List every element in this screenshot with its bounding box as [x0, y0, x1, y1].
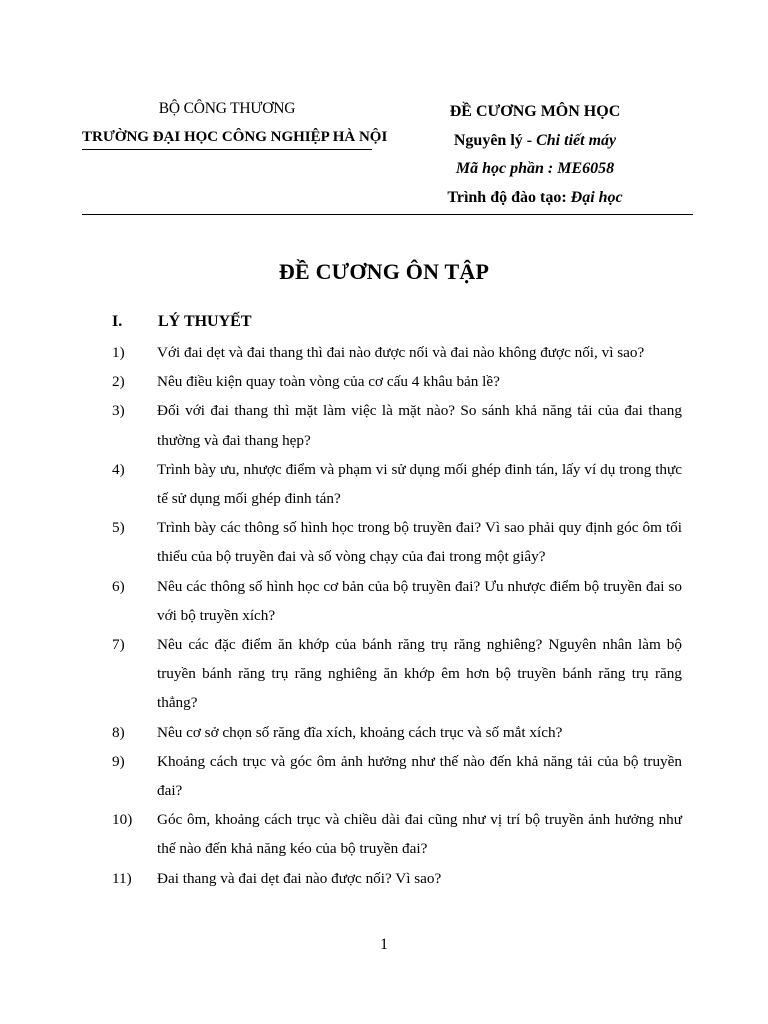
- ministry-name: BỘ CÔNG THƯƠNG: [158, 100, 296, 117]
- course-code: Mã học phần : ME6058: [455, 160, 615, 177]
- section-heading: [112, 313, 252, 331]
- question-text: Nêu các thông số hình học cơ bản của bộ truyền đai? Ưu nhược điểm bộ truyền đai so với bộ truyền xích?: [157, 577, 682, 624]
- question-item: [112, 367, 682, 396]
- question-item: [112, 864, 682, 893]
- question-item: [112, 455, 682, 513]
- question-text: Khoảng cách trục và góc ôm ảnh hưởng như thế nào đến khả năng tải của bộ truyền đai?: [157, 752, 682, 800]
- question-text: Đai thang và đai dẹt đai nào được nối? Vì sao?: [157, 869, 442, 887]
- subject-line: [400, 127, 670, 156]
- question-text: Nêu cơ sở chọn số răng đĩa xích, khoảng cách trục và số mắt xích?: [157, 723, 563, 741]
- question-number: 2): [112, 373, 125, 391]
- question-text: Trình bày các thông số hình học trong bộ truyền đai? Vì sao phải quy định góc ôm tối thiểu của bộ truyền đai và số vòng chạy của đai trong một giây?: [157, 519, 682, 566]
- question-number: 9): [112, 752, 125, 770]
- training-level-label: Trình độ đào tạo:: [447, 188, 567, 206]
- question-number: 8): [112, 723, 125, 741]
- section-title: LÝ THUYẾT: [158, 313, 252, 330]
- question-number: 11): [112, 869, 132, 887]
- page-number: 1: [380, 936, 388, 953]
- subject-prefix: Nguyên lý -: [453, 131, 533, 149]
- section-number: I.: [112, 313, 123, 330]
- question-number: 3): [112, 402, 125, 420]
- header-left: [82, 98, 388, 150]
- question-number: 1): [112, 344, 125, 361]
- training-level-line: [400, 184, 670, 213]
- question-number: 6): [112, 577, 125, 595]
- question-number: 5): [112, 519, 125, 537]
- outline-label: ĐỀ CƯƠNG MÔN HỌC: [449, 103, 621, 120]
- subject-name: Chi tiết máy: [536, 131, 617, 149]
- question-list: [112, 338, 682, 893]
- question-number: 4): [112, 460, 125, 478]
- training-level-value: Đại học: [570, 188, 623, 206]
- question-item: [112, 718, 682, 747]
- question-text: Nêu các đặc điểm ăn khớp của bánh răng trụ răng nghiêng? Nguyên nhân làm bộ truyền bánh răng trụ răng nghiêng ăn khớp êm hơn bộ truyền bánh răng trụ răng thẳng?: [157, 636, 682, 712]
- school-name: TRƯỜNG ĐẠI HỌC CÔNG NGHIỆP HÀ NỘI: [82, 126, 372, 150]
- question-text: Trình bày ưu, nhược điểm và phạm vi sử dụng mối ghép đinh tán, lấy ví dụ trong thực tế sử dụng mối ghép đinh tán?: [157, 460, 682, 508]
- question-text: Góc ôm, khoảng cách trục và chiều dài đai cũng như vị trí bộ truyền ảnh hưởng như thế nào đến khả năng kéo của bộ truyền đai?: [157, 811, 682, 858]
- question-item: [112, 396, 682, 454]
- question-item: [112, 338, 682, 367]
- question-text: Với đai dẹt và đai thang thì đai nào được nối và đai nào không được nối, vì sao?: [157, 344, 645, 361]
- question-text: Đối với đai thang thì mặt làm việc là mặt nào? So sánh khả năng tải của đai thang thường và đai thang hẹp?: [157, 402, 682, 449]
- question-item: [112, 805, 682, 863]
- question-item: [112, 630, 682, 718]
- question-item: [112, 513, 682, 571]
- question-number: 10): [112, 811, 133, 829]
- header-divider: [82, 214, 693, 215]
- header-right: [400, 98, 670, 212]
- document-title: ĐỀ CƯƠNG ÔN TẬP: [278, 259, 490, 284]
- question-item: [112, 572, 682, 630]
- question-number: 7): [112, 636, 125, 654]
- question-item: [112, 747, 682, 805]
- question-text: Nêu điều kiện quay toàn vòng của cơ cấu 4 khâu bản lề?: [157, 373, 500, 391]
